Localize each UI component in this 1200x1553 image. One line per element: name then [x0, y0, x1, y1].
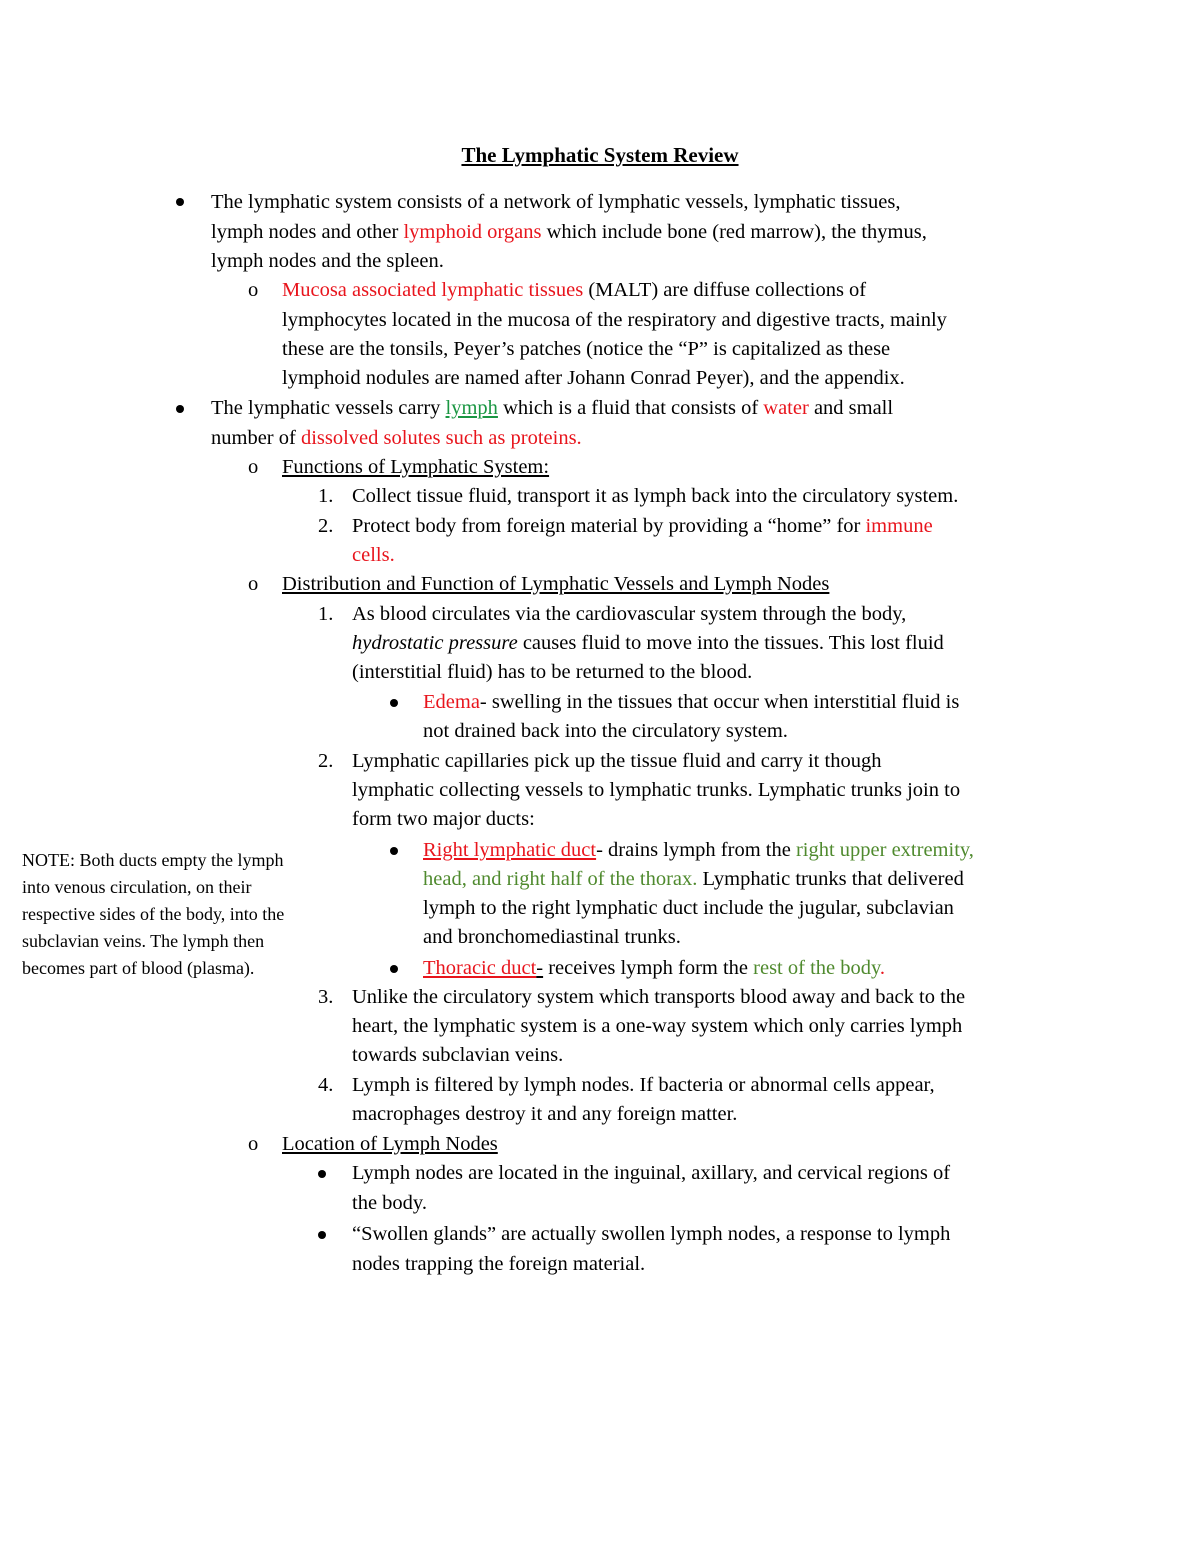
- list-number: 1.: [318, 485, 334, 507]
- lymphoid-organs-term: lymphoid organs: [403, 221, 542, 243]
- distribution-item4-line2: macrophages destroy it and any foreign matter.: [352, 1103, 738, 1125]
- malt-term: Mucosa associated lymphatic tissues: [282, 279, 584, 301]
- edema-term: Edema: [423, 691, 480, 713]
- bullet1-line2: lymph nodes and other lymphoid organs which include bone (red marrow), the thymus,: [211, 221, 927, 243]
- bullet-dot: [390, 847, 398, 855]
- distribution-item1-line2: hydrostatic pressure causes fluid to move into the tissues. This lost fluid: [352, 632, 944, 654]
- right-duct-line4: and bronchomediastinal trunks.: [423, 926, 681, 948]
- distribution-item2-line2: lymphatic collecting vessels to lymphatic trunks. Lymphatic trunks join to: [352, 779, 961, 801]
- sub-bullet-marker: o: [248, 573, 259, 595]
- bullet-dot: [390, 965, 398, 973]
- list-number: 3.: [318, 986, 334, 1008]
- list-number: 2.: [318, 750, 334, 772]
- list-number: 1.: [318, 603, 334, 625]
- sub-bullet-marker: o: [248, 1133, 259, 1155]
- location-bullet1-line1: Lymph nodes are located in the inguinal, axillary, and cervical regions of: [352, 1162, 951, 1184]
- distribution-item3-line2: heart, the lymphatic system is a one-way system which only carries lymph: [352, 1015, 963, 1037]
- distribution-item2-line1: Lymphatic capillaries pick up the tissue fluid and carry it though: [352, 750, 882, 772]
- edema-line1: Edema- swelling in the tissues that occur when interstitial fluid is: [423, 691, 960, 713]
- distribution-item3-line3: towards subclavian veins.: [352, 1044, 564, 1066]
- bullet-dot: [390, 699, 398, 707]
- bullet1-line3: lymph nodes and the spleen.: [211, 250, 444, 272]
- distribution-item4-line1: Lymph is filtered by lymph nodes. If bacteria or abnormal cells appear,: [352, 1074, 935, 1096]
- malt-line1: Mucosa associated lymphatic tissues (MALT) are diffuse collections of: [282, 279, 867, 301]
- list-number: 2.: [318, 515, 334, 537]
- location-heading: Location of Lymph Nodes: [282, 1133, 498, 1155]
- distribution-item1-line3: (interstitial fluid) has to be returned to the blood.: [352, 661, 753, 683]
- distribution-heading: Distribution and Function of Lymphatic Vessels and Lymph Nodes: [282, 573, 830, 595]
- right-duct-line2: head, and right half of the thorax. Lymphatic trunks that delivered: [423, 868, 964, 890]
- location-bullet2-line2: nodes trapping the foreign material.: [352, 1253, 646, 1275]
- distribution-item2-line3: form two major ducts:: [352, 808, 535, 830]
- bullet2-line2: number of dissolved solutes such as proteins.: [211, 427, 582, 449]
- distribution-item3-line1: Unlike the circulatory system which transports blood away and back to the: [352, 986, 966, 1008]
- location-bullet1-line2: the body.: [352, 1192, 427, 1214]
- list-number: 4.: [318, 1074, 334, 1096]
- thoracic-duct-line: Thoracic duct- receives lymph form the rest of the body.: [423, 957, 886, 979]
- note-line2: into venous circulation, on their: [22, 877, 252, 897]
- note-line1: NOTE: Both ducts empty the lymph: [22, 850, 284, 870]
- right-duct-line1: Right lymphatic duct- drains lymph from the right upper extremity,: [423, 839, 974, 861]
- functions-item2-line2: cells.: [352, 544, 395, 566]
- bullet-dot: [318, 1170, 326, 1178]
- malt-line4: lymphoid nodules are named after Johann Conrad Peyer), and the appendix.: [282, 367, 905, 389]
- lymph-term: lymph: [445, 397, 498, 419]
- note-line4: subclavian veins. The lymph then: [22, 931, 265, 951]
- sub-bullet-marker: o: [248, 279, 259, 301]
- malt-line3: these are the tonsils, Peyer’s patches (notice the “P” is capitalized as these: [282, 338, 891, 360]
- functions-item2-line1: Protect body from foreign material by providing a “home” for immune: [352, 515, 933, 537]
- thoracic-duct-term: Thoracic duct: [423, 957, 537, 979]
- bullet-dot: [318, 1231, 326, 1239]
- location-bullet2-line1: “Swollen glands” are actually swollen lymph nodes, a response to lymph: [352, 1223, 951, 1245]
- document-title: The Lymphatic System Review: [461, 143, 739, 167]
- water-term: water: [763, 397, 809, 419]
- distribution-item1-line1: As blood circulates via the cardiovascular system through the body,: [352, 603, 907, 625]
- dissolved-solutes-term: dissolved solutes such as proteins.: [300, 427, 582, 449]
- immune-term: immune: [865, 515, 933, 537]
- functions-item1: Collect tissue fluid, transport it as lymph back into the circulatory system.: [352, 485, 959, 507]
- functions-heading: Functions of Lymphatic System:: [282, 456, 550, 478]
- bullet1-line1: The lymphatic system consists of a network of lymphatic vessels, lymphatic tissues,: [211, 191, 901, 213]
- note-line3: respective sides of the body, into the: [22, 904, 285, 924]
- note-line5: becomes part of blood (plasma).: [22, 958, 255, 978]
- right-duct-line3: lymph to the right lymphatic duct include the jugular, subclavian: [423, 897, 954, 919]
- bullet-dot: [176, 405, 184, 413]
- edema-line2: not drained back into the circulatory system.: [423, 720, 788, 742]
- right-lymphatic-duct-term: Right lymphatic duct: [423, 839, 597, 861]
- hydrostatic-pressure-term: hydrostatic pressure: [352, 632, 518, 654]
- bullet2-line1: The lymphatic vessels carry lymph which is a fluid that consists of water and small: [211, 397, 894, 419]
- sub-bullet-marker: o: [248, 456, 259, 478]
- bullet-dot: [176, 198, 184, 206]
- malt-line2: lymphocytes located in the mucosa of the respiratory and digestive tracts, mainly: [282, 309, 947, 331]
